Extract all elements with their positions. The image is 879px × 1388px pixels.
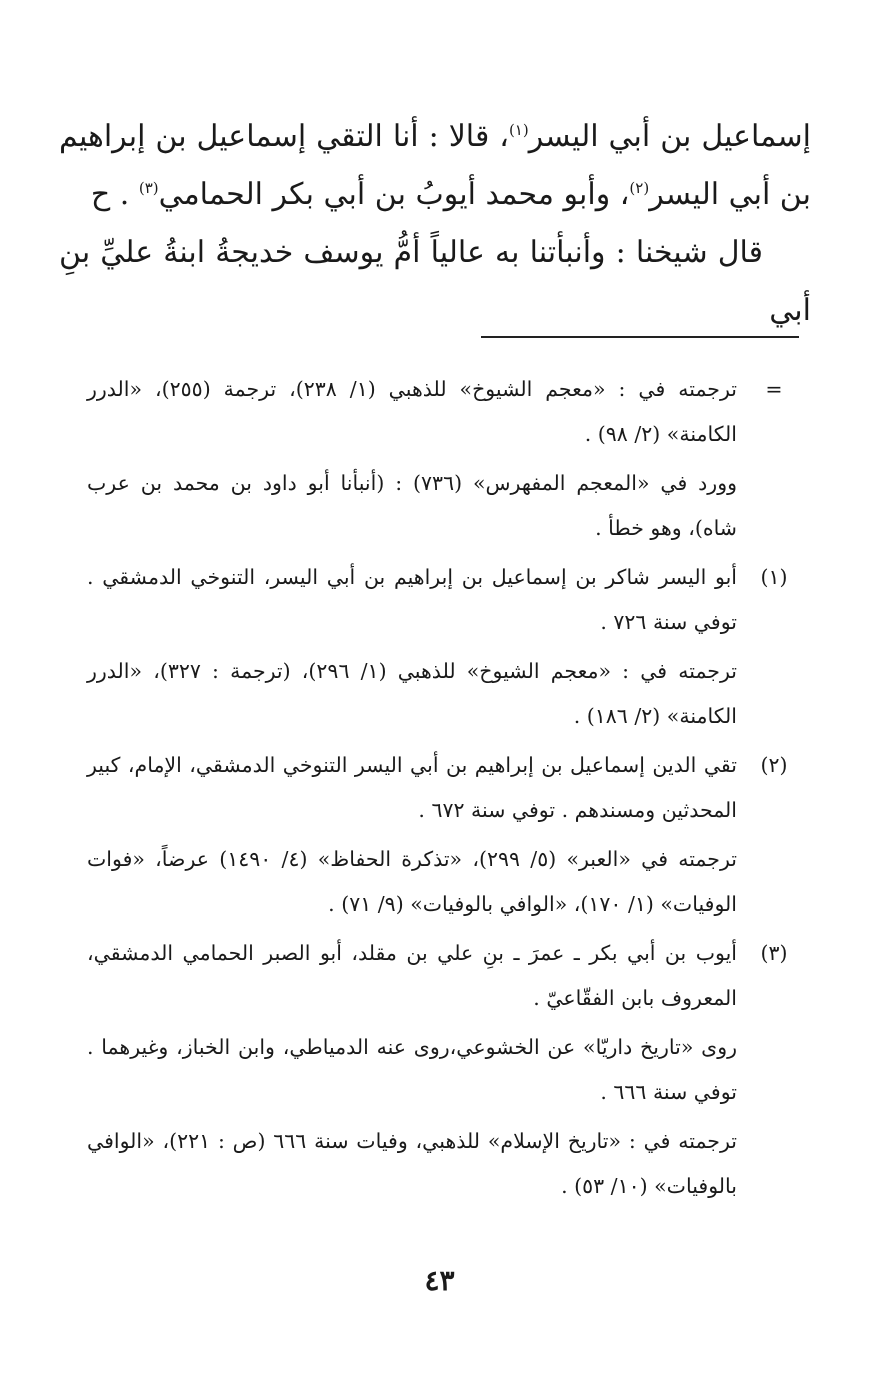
footnote-marker: = [765, 377, 783, 401]
footnote-paragraph: ترجمته في : «معجم الشيوخ» للذهبي (١/ ٢٣٨)، ترجمة (٢٥٥)، «الدرر الكامنة» (٢/ ٩٨) . [87, 377, 737, 446]
main-paragraph-1 [59, 108, 811, 224]
footnotes [87, 367, 797, 1213]
footnote-paragraph: أيوب بن أبي بكر ـ عمرَ ـ بنِ علي بن مقلد، أبو الصبر الحمامي الدمشقي، المعروف بابن الفقّاعيّ . [87, 941, 737, 1010]
footnote-3 [87, 931, 797, 1209]
footnote-paragraph: ترجمته في : «تاريخ الإسلام» للذهبي، وفيات سنة ٦٦٦ (ص : ٢٢١)، «الوافي بالوفيات» (١٠/ ٥٣) . [87, 1129, 737, 1198]
footnote-1 [87, 555, 797, 739]
footnote-separator [481, 336, 799, 338]
main-text-segment: . ح [90, 177, 139, 212]
footnote-paragraph: أبو اليسر شاكر بن إسماعيل بن إبراهيم بن أبي اليسر، التنوخي الدمشقي . توفي سنة ٧٢٦ . [87, 565, 737, 634]
main-paragraph-2: قال شيخنا : وأنبأتنا به عالياً أمُّ يوسف خديجةُ ابنةُ عليِّ بنِ أبي [59, 235, 811, 328]
footnote-ref-2: (٢) [629, 179, 650, 197]
footnote-ref-1: (١) [508, 121, 529, 139]
footnote-paragraph: روى «تاريخ داريّا» عن الخشوعي،روى عنه الدمياطي، وابن الخباز، وغيرهما . توفي سنة ٦٦٦ . [87, 1035, 737, 1104]
footnote-paragraph: وورد في «المعجم المفهرس» (٧٣٦) : (أنبأنا أبو داود بن محمد بن عرب شاه)، وهو خطأ . [87, 471, 738, 540]
footnote-paragraph: ترجمته في : «معجم الشيوخ» للذهبي (١/ ٢٩٦)، (ترجمة : ٣٢٧)، «الدرر الكامنة» (٢/ ١٨٦) . [87, 659, 737, 728]
main-text [59, 108, 811, 340]
footnote-continued [87, 367, 797, 551]
footnote-2 [87, 743, 797, 927]
footnote-paragraph: تقي الدين إسماعيل بن إبراهيم بن أبي اليسر التنوخي الدمشقي، الإمام، كبير المحدثين ومسندهم . توفي سنة ٦٧٢ . [87, 753, 737, 822]
main-text-segment: ، قالا : أنا التقي إسماعيل بن إبراهيم بن أبي اليسر [59, 119, 811, 212]
page-number: ٤٣ [424, 1264, 455, 1297]
footnote-paragraph: ترجمته في «العبر» (٥/ ٢٩٩)، «تذكرة الحفاظ» (٤/ ١٤٩٠) عرضاً، «فوات الوفيات» (١/ ١٧٠)، «الوافي بالوفيات» (٩/ ٧١) . [87, 847, 737, 916]
main-text-segment: ، وأبو محمد أيوبُ بن أبي بكر الحمامي [158, 177, 630, 212]
main-text-segment: إسماعيل بن أبي اليسر [528, 119, 811, 154]
footnote-ref-3: (٣) [138, 179, 159, 197]
footnote-marker: (١) [760, 565, 788, 589]
footnote-marker: (٢) [760, 753, 788, 777]
footnote-marker: (٣) [760, 941, 788, 965]
